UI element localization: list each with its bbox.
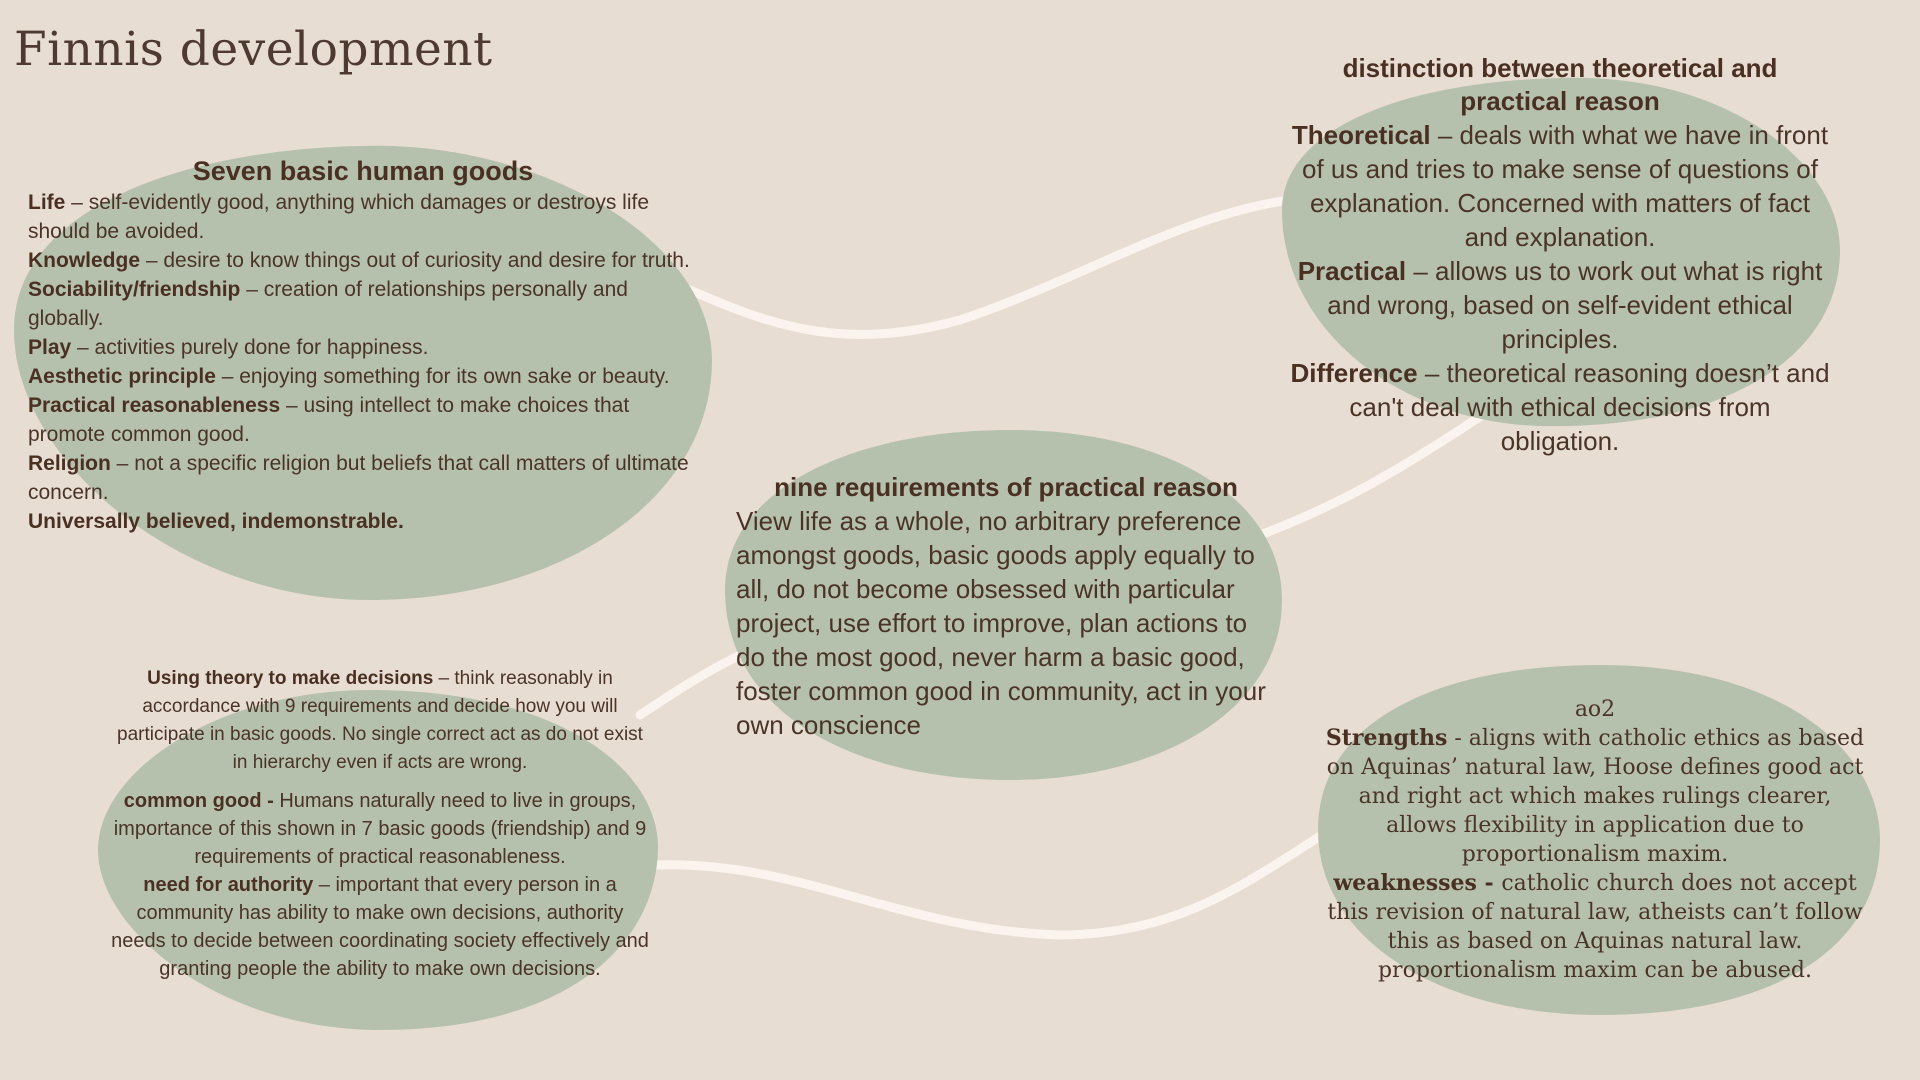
nine-requirements-body: View life as a whole, no arbitrary preference amongst goods, basic goods apply equally to all, do not become obsessed with particular project, use effort to improve, plan actions to do the most good, never harm a basic good, foster common good in community, act in your own conscience [736,506,1266,740]
distinction-heading: distinction between theoretical and practical reason [1342,53,1778,116]
connector-goods-distinction [690,200,1290,334]
connector-nine-decisions [640,655,740,715]
good-item-aesthetic: Aesthetic principle – enjoying something for its own sake or beauty. [28,365,670,388]
ao2-section [1320,695,1870,985]
ao2-weaknesses: weaknesses - catholic church does not accept this revision of natural law, atheists can’t follow this as based on Aquinas natural law. proportionalism maxim can be abused. [1327,870,1863,983]
decisions-section [110,665,650,983]
connector-decisions-ao2 [655,830,1330,935]
nine-requirements-section [736,470,1266,742]
decisions-intro: Using theory to make decisions – think reasonably in accordance with 9 requirements and decide how you will participate in basic goods. No single correct act as do not exist in hierarchy even if acts are wrong. [117,668,643,773]
good-item-sociability: Sociability/friendship – creation of relationships personally and globally. [28,278,628,330]
decisions-common-good: common good - Humans naturally need to live in groups, importance of this shown in 7 basic goods (friendship) and 9 requirements of practical reasonableness. [113,790,647,868]
good-item-knowledge: Knowledge – desire to know things out of curiosity and desire for truth. [28,249,690,272]
seven-goods-heading: Seven basic human goods [192,156,534,186]
distinction-section [1290,52,1830,458]
ao2-heading: ao2 [1574,697,1616,722]
ao2-strengths: Strengths - aligns with catholic ethics as based on Aquinas’ natural law, Hoose defines good act and right act which makes rulings clearer, allows flexibility in application due to proportionalism maxim. [1325,725,1865,867]
good-item-life: Life – self-evidently good, anything which damages or destroys life should be avoided. [28,191,649,243]
seven-goods-section [28,154,698,536]
distinction-theoretical: Theoretical – deals with what we have in front of us and tries to make sense of questions of explanation. Concerned with matters of fact and explanation. [1291,120,1829,252]
decisions-need-for-authority: need for authority – important that every person in a community has ability to make own decisions, authority needs to decide between coordinating society effectively and granting people the ability to make own decisions. [111,874,649,980]
distinction-practical: Practical – allows us to work out what is right and wrong, based on self-evident ethical principles. [1297,256,1823,354]
page-title: Finnis development [14,22,493,77]
nine-requirements-heading: nine requirements of practical reason [774,472,1238,502]
good-item-practical-reasonableness: Practical reasonableness – using intellect to make choices that promote common good. [28,394,630,446]
good-item-religion: Religion – not a specific religion but beliefs that call matters of ultimate concern. [28,452,689,504]
distinction-difference: Difference – theoretical reasoning doesn’t and can't deal with ethical decisions from obligation. [1290,358,1830,456]
goods-footer: Universally believed, indemonstrable. [28,510,404,533]
good-item-play: Play – activities purely done for happiness. [28,336,429,359]
